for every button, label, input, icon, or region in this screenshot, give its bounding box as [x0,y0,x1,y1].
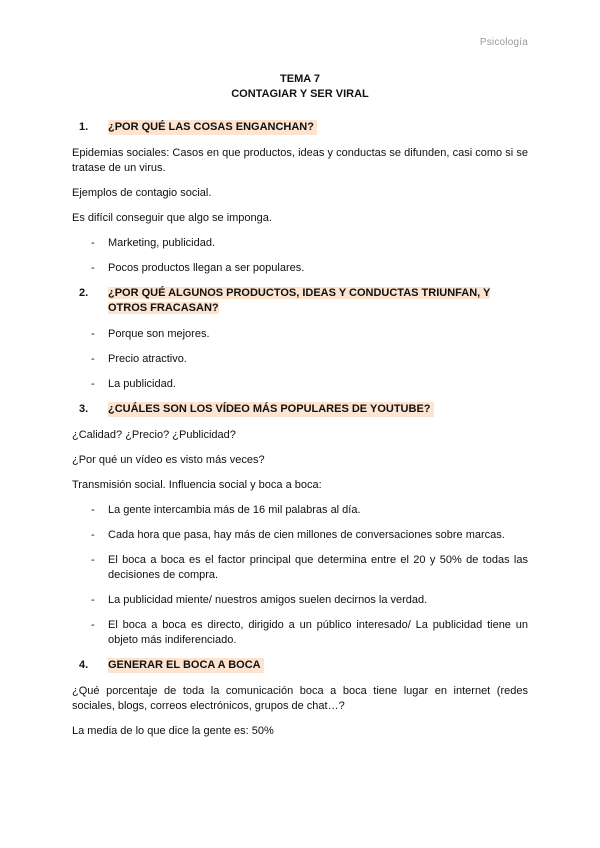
list-item: - Pocos productos llegan a ser populares. [91,262,305,274]
paragraph: ¿Qué porcentaje de toda la comunicación boca a boca tiene lugar en internet (redes sociales, blogs, correos electrónicos, grupos de chat…? [72,685,528,712]
section-heading-1: 1. ¿POR QUÉ LAS COSAS ENGANCHAN? [79,120,528,135]
title-topic: TEMA 7 [280,73,320,85]
paragraph: Es difícil conseguir que algo se imponga. [72,212,272,224]
bullet-list [72,236,528,276]
document-title [0,72,600,102]
section-heading-text: ¿POR QUÉ LAS COSAS ENGANCHAN? [108,120,317,135]
subject-header: Psicología [479,37,528,48]
list-item: - Cada hora que pasa, hay más de cien millones de conversaciones sobre marcas. [91,529,505,541]
paragraph: La media de lo que dice la gente es: 50% [72,725,274,737]
list-item: - La publicidad. [91,378,176,390]
paragraph: Ejemplos de contagio social. [72,187,212,199]
title-name: CONTAGIAR Y SER VIRAL [231,88,369,100]
list-item: - La publicidad miente/ nuestros amigos suelen decirnos la verdad. [91,594,428,606]
section-heading-text: ¿CUÁLES SON LOS VÍDEO MÁS POPULARES DE YOUTUBE? [108,402,434,417]
section-heading-text: OTROS FRACASAN? [108,302,219,314]
section-heading-4: 4. GENERAR EL BOCA A BOCA [79,658,528,673]
list-item: - El boca a boca es directo, dirigido a un público interesado/ La publicidad tiene un objeto más indiferenciado. [91,619,528,646]
list-item: - Marketing, publicidad. [91,237,216,249]
document-body [72,120,528,749]
list-item: - Porque son mejores. [91,328,210,340]
bullet-list [72,503,528,648]
paragraph: Transmisión social. Influencia social y boca a boca: [72,479,322,491]
list-item: - Precio atractivo. [91,353,187,365]
paragraph: ¿Por qué un vídeo es visto más veces? [72,454,265,466]
section-heading-text: ¿POR QUÉ ALGUNOS PRODUCTOS, IDEAS Y CONDUCTAS TRIUNFAN, Y [108,287,491,299]
section-heading-3: 3. ¿CUÁLES SON LOS VÍDEO MÁS POPULARES DE YOUTUBE? [79,402,528,417]
section-heading-2: 2. ¿POR QUÉ ALGUNOS PRODUCTOS, IDEAS Y CONDUCTAS TRIUNFAN, Y OTROS FRACASAN? [79,287,491,314]
section-heading-text: GENERAR EL BOCA A BOCA [108,658,264,673]
bullet-list [72,327,528,392]
list-item: - La gente intercambia más de 16 mil palabras al día. [91,504,361,516]
paragraph: ¿Calidad? ¿Precio? ¿Publicidad? [72,429,236,441]
list-item: - El boca a boca es el factor principal que determina entre el 20 y 50% de todas las decisiones de compra. [91,554,528,581]
paragraph: Epidemias sociales: Casos en que productos, ideas y conductas se difunden, casi como si se tratase de un virus. [72,147,528,174]
